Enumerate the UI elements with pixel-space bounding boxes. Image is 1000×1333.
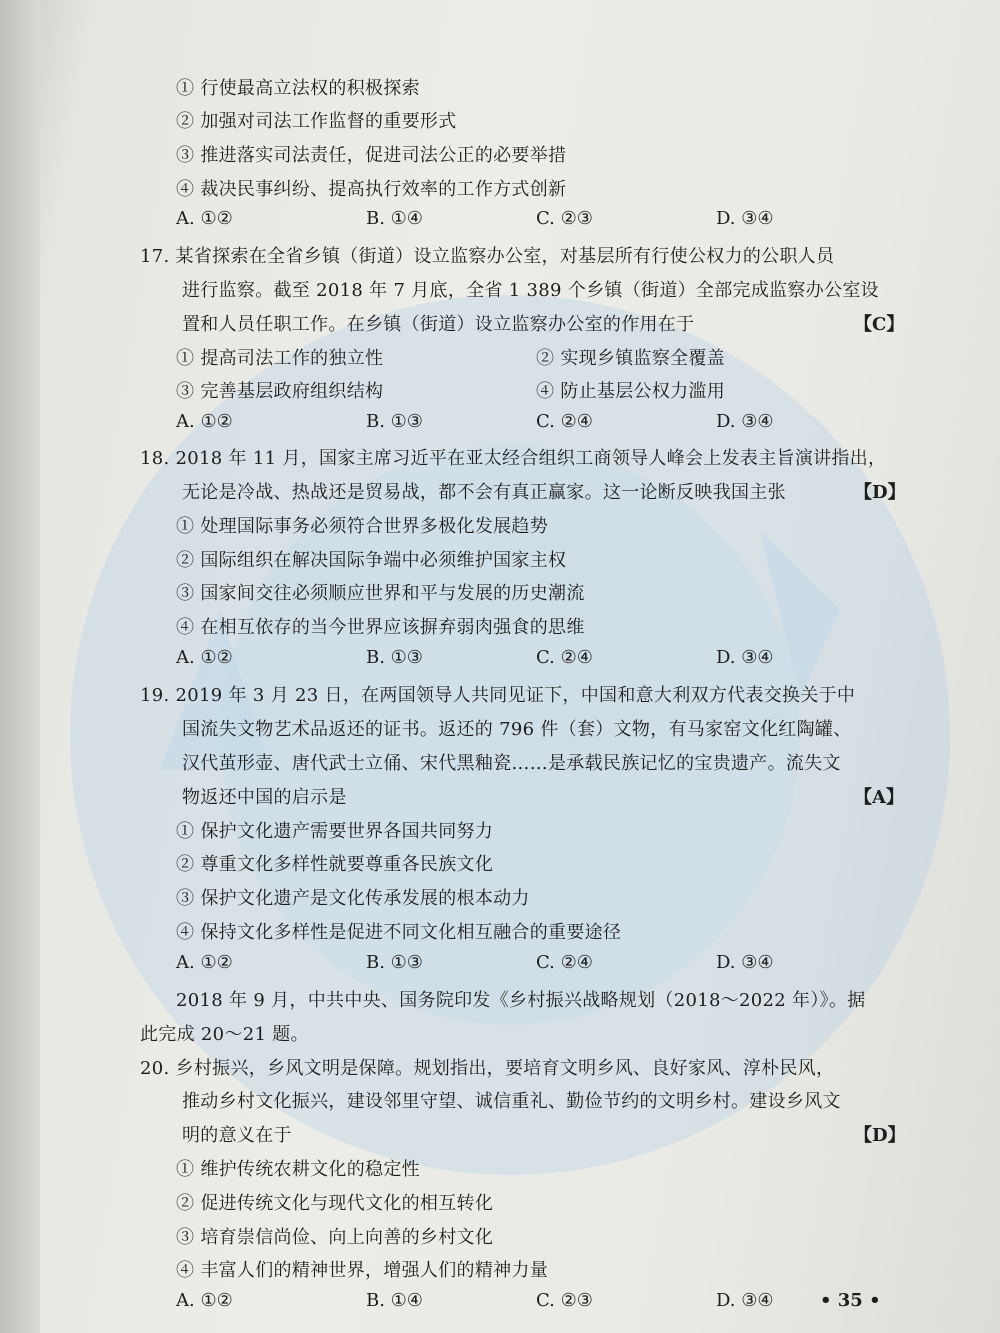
- q16-choice-c: C. ②③: [536, 208, 593, 229]
- q18-choice-d: D. ③④: [716, 647, 774, 668]
- intro-line-1: 2018 年 9 月，中共中央、国务院印发《乡村振兴战略规划（2018～2022 年）》。据: [176, 990, 866, 1011]
- intro-line-2: 此完成 20～21 题。: [140, 1024, 309, 1045]
- q20-answer: 【D】: [854, 1125, 906, 1146]
- q19-choice-a: A. ①②: [176, 952, 233, 973]
- q19-choice-d: D. ③④: [716, 952, 774, 973]
- q16-item-3: ③ 推进落实司法责任，促进司法公正的必要举措: [176, 145, 567, 166]
- q19-stem-line-1: 19. 2019 年 3 月 23 日，在两国领导人共同见证下，中国和意大利双方代表交换关于中: [140, 685, 856, 706]
- q19-choice-b: B. ①③: [366, 952, 423, 973]
- q18-choice-b: B. ①③: [366, 647, 423, 668]
- q20-choice-a: A. ①②: [176, 1290, 233, 1311]
- q16-item-2: ② 加强对司法工作监督的重要形式: [176, 111, 457, 132]
- q18-item-4: ④ 在相互依存的当今世界应该摒弃弱肉强食的思维: [176, 617, 585, 638]
- book-spine: [0, 0, 40, 1333]
- q19-item-3: ③ 保护文化遗产是文化传承发展的根本动力: [176, 888, 530, 909]
- q18-answer: 【D】: [854, 482, 906, 503]
- q20-item-3: ③ 培育崇信尚俭、向上向善的乡村文化: [176, 1227, 494, 1248]
- q20-stem-line-1: 20. 乡村振兴，乡风文明是保障。规划指出，要培育文明乡风、良好家风、淳朴民风，: [140, 1058, 835, 1079]
- q18-stem-line-1: 18. 2018 年 11 月，国家主席习近平在亚太经合组织工商领导人峰会上发表主旨演讲指出，: [140, 448, 887, 469]
- q17-answer: 【C】: [854, 314, 905, 335]
- page-number: • 35 •: [820, 1290, 881, 1311]
- q19-item-2: ② 尊重文化多样性就要尊重各民族文化: [176, 854, 494, 875]
- q17-choice-b: B. ①③: [366, 411, 423, 432]
- q17-choice-c: C. ②④: [536, 411, 593, 432]
- q19-stem-line-2: 国流失文物艺术品返还的证书。返还的 796 件（套）文物，有马家窑文化红陶罐、: [182, 719, 852, 740]
- q17-stem-line-1: 17. 某省探索在全省乡镇（街道）设立监察办公室，对基层所有行使公权力的公职人员: [140, 246, 835, 267]
- q16-choice-a: A. ①②: [176, 208, 233, 229]
- q19-choice-c: C. ②④: [536, 952, 593, 973]
- q20-choice-c: C. ②③: [536, 1290, 593, 1311]
- q20-item-4: ④ 丰富人们的精神世界，增强人们的精神力量: [176, 1260, 549, 1281]
- q18-item-2: ② 国际组织在解决国际争端中必须维护国家主权: [176, 550, 567, 571]
- q18-item-1: ① 处理国际事务必须符合世界多极化发展趋势: [176, 516, 549, 537]
- q17-item-2: ② 实现乡镇监察全覆盖: [536, 348, 726, 369]
- q18-choice-c: C. ②④: [536, 647, 593, 668]
- q16-item-4: ④ 裁决民事纠纷、提高执行效率的工作方式创新: [176, 179, 567, 200]
- q18-item-3: ③ 国家间交往必须顺应世界和平与发展的历史潮流: [176, 583, 585, 604]
- q20-choice-d: D. ③④: [716, 1290, 774, 1311]
- q20-stem-line-3: 明的意义在于: [182, 1125, 292, 1146]
- q17-item-3: ③ 完善基层政府组织结构: [176, 381, 384, 402]
- q18-stem-line-2: 无论是冷战、热战还是贸易战，都不会有真正赢家。这一论断反映我国主张: [182, 482, 786, 503]
- q17-stem-line-3: 置和人员任职工作。在乡镇（街道）设立监察办公室的作用在于: [182, 314, 695, 335]
- q19-item-4: ④ 保持文化多样性是促进不同文化相互融合的重要途径: [176, 922, 622, 943]
- q16-choice-b: B. ①④: [366, 208, 423, 229]
- q16-choice-d: D. ③④: [716, 208, 774, 229]
- q17-stem-line-2: 进行监察。截至 2018 年 7 月底，全省 1 389 个乡镇（街道）全部完成监察办公室设: [182, 280, 879, 301]
- q20-stem-line-2: 推动乡村文化振兴，建设邻里守望、诚信重礼、勤俭节约的文明乡村。建设乡风文: [182, 1091, 841, 1112]
- q19-stem-line-4: 物返还中国的启示是: [182, 787, 347, 808]
- q19-item-1: ① 保护文化遗产需要世界各国共同努力: [176, 821, 494, 842]
- q17-item-4: ④ 防止基层公权力滥用: [536, 381, 726, 402]
- q19-stem-line-3: 汉代茧形壶、唐代武士立俑、宋代黑釉瓷……是承载民族记忆的宝贵遗产。流失文: [182, 753, 841, 774]
- q19-answer: 【A】: [854, 787, 904, 808]
- q20-item-1: ① 维护传统农耕文化的稳定性: [176, 1159, 420, 1180]
- q17-item-1: ① 提高司法工作的独立性: [176, 348, 384, 369]
- q20-choice-b: B. ①④: [366, 1290, 423, 1311]
- q18-choice-a: A. ①②: [176, 647, 233, 668]
- q20-item-2: ② 促进传统文化与现代文化的相互转化: [176, 1193, 494, 1214]
- q17-choice-a: A. ①②: [176, 411, 233, 432]
- q16-item-1: ① 行使最高立法权的积极探索: [176, 78, 420, 99]
- q17-choice-d: D. ③④: [716, 411, 774, 432]
